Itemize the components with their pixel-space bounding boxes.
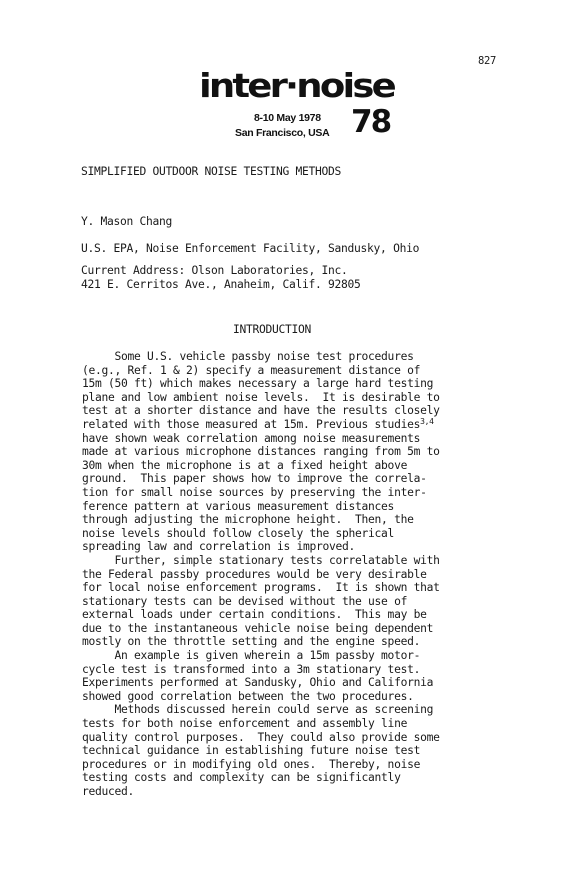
- body-line-text: reduced.: [82, 785, 135, 798]
- body-line-text: testing costs and complexity can be significantly: [82, 771, 401, 785]
- body-line: [82, 527, 440, 541]
- body-line-text: spreading law and correlation is improved.: [82, 540, 356, 554]
- body-line: [82, 635, 440, 649]
- body-line-text: cycle test is transformed into a 3m stationary test.: [82, 662, 421, 676]
- body-line-text: tion for small noise sources by preserving the inter-: [82, 485, 427, 499]
- body-line: [82, 432, 440, 446]
- body-line-text: ground. This paper shows how to improve the correla-: [82, 472, 427, 486]
- body-line: [82, 540, 440, 554]
- body-line-text: stationary tests can be devised without the use of: [82, 594, 408, 608]
- author-affiliation: U.S. EPA, Noise Enforcement Facility, Sandusky, Ohio: [81, 242, 420, 255]
- body-line: [82, 486, 440, 500]
- body-line: [82, 758, 440, 772]
- body-line: [82, 663, 440, 677]
- body-line: [82, 391, 440, 405]
- body-line-text: 30m when the microphone is at a fixed height above: [82, 458, 408, 472]
- body-line: [82, 676, 440, 690]
- body-line: [82, 500, 440, 514]
- body-line-text: (e.g., Ref. 1 & 2) specify a measurement distance of: [82, 363, 421, 377]
- inter-noise-78-logo: [199, 66, 394, 146]
- page-number: 827: [478, 55, 497, 67]
- body-line-text: showed good correlation between the two procedures.: [82, 689, 414, 703]
- body-line: [82, 744, 440, 758]
- body-line: [82, 445, 440, 459]
- body-line-text: test at a shorter distance and have the results closely: [82, 404, 440, 418]
- body-line: [82, 622, 440, 636]
- body-line-text: due to the instantaneous vehicle noise being dependent: [82, 621, 434, 635]
- body-line-text: the Federal passby procedures would be very desirable: [82, 567, 427, 581]
- body-line: [82, 568, 440, 582]
- body-line: [82, 459, 440, 473]
- body-line: [82, 472, 440, 486]
- body-line-text: for local noise enforcement programs. It is shown that: [82, 581, 440, 595]
- section-heading: INTRODUCTION: [233, 323, 312, 336]
- body-line: [82, 717, 440, 731]
- body-line-text: Experiments performed at Sandusky, Ohio and California: [82, 676, 434, 690]
- body-line-text: mostly on the throttle setting and the engine speed.: [82, 635, 421, 649]
- logo-year: 78: [351, 104, 391, 140]
- paper-title: SIMPLIFIED OUTDOOR NOISE TESTING METHODS: [81, 165, 342, 178]
- body-line: [82, 595, 440, 609]
- body-line-text: have shown weak correlation among noise measurements: [82, 431, 421, 445]
- body-line: [82, 513, 440, 527]
- body-line: [82, 703, 440, 717]
- current-address-line-1: Current Address: Olson Laboratories, Inc.: [81, 264, 348, 277]
- body-line-text: procedures or in modifying old ones. Thereby, noise: [82, 757, 421, 771]
- body-line: [82, 364, 440, 378]
- body-line-text: made at various microphone distances ranging from 5m to: [82, 445, 440, 459]
- introduction-body: [82, 350, 440, 799]
- body-line: [82, 649, 440, 663]
- body-line-text: Further, simple stationary tests correlatable with: [82, 553, 440, 567]
- reference-superscript: 3,4: [420, 416, 434, 426]
- body-line-text: 15m (50 ft) which makes necessary a large hard testing: [82, 377, 434, 391]
- body-line: [82, 690, 440, 704]
- body-line: [82, 731, 440, 745]
- body-line: [82, 350, 440, 364]
- body-line-text: An example is given wherein a 15m passby motor-: [82, 649, 421, 663]
- body-line: [82, 418, 440, 432]
- body-line-text: through adjusting the microphone height. Then, the: [82, 513, 414, 527]
- body-line-text: Some U.S. vehicle passby noise test procedures: [82, 350, 414, 363]
- body-line-text: technical guidance in establishing future noise test: [82, 744, 421, 758]
- body-line: [82, 554, 440, 568]
- body-line: [82, 608, 440, 622]
- body-line-text: quality control purposes. They could also provide some: [82, 730, 440, 744]
- body-line: [82, 771, 440, 785]
- body-line: [82, 404, 440, 418]
- body-line-text: ference pattern at various measurement distances: [82, 499, 395, 513]
- body-line-text: tests for both noise enforcement and assembly line: [82, 717, 408, 731]
- body-line-text: Methods discussed herein could serve as screening: [82, 703, 434, 717]
- body-line-text: noise levels should follow closely the spherical: [82, 526, 395, 540]
- current-address-line-2: 421 E. Cerritos Ave., Anaheim, Calif. 92805: [81, 278, 361, 291]
- logo-wordmark: inter·noise: [199, 66, 394, 105]
- logo-place: San Francisco, USA: [235, 127, 330, 139]
- body-line-text: related with those measured at 15m. Previous studies: [82, 417, 421, 431]
- logo-dates: 8-10 May 1978: [254, 112, 321, 124]
- body-line: [82, 377, 440, 391]
- body-line-text: external loads under certain conditions. This may be: [82, 608, 427, 622]
- body-line: [82, 581, 440, 595]
- body-line-text: plane and low ambient noise levels. It is desirable to: [82, 390, 440, 404]
- body-line: [82, 785, 440, 799]
- author-name: Y. Mason Chang: [81, 215, 173, 228]
